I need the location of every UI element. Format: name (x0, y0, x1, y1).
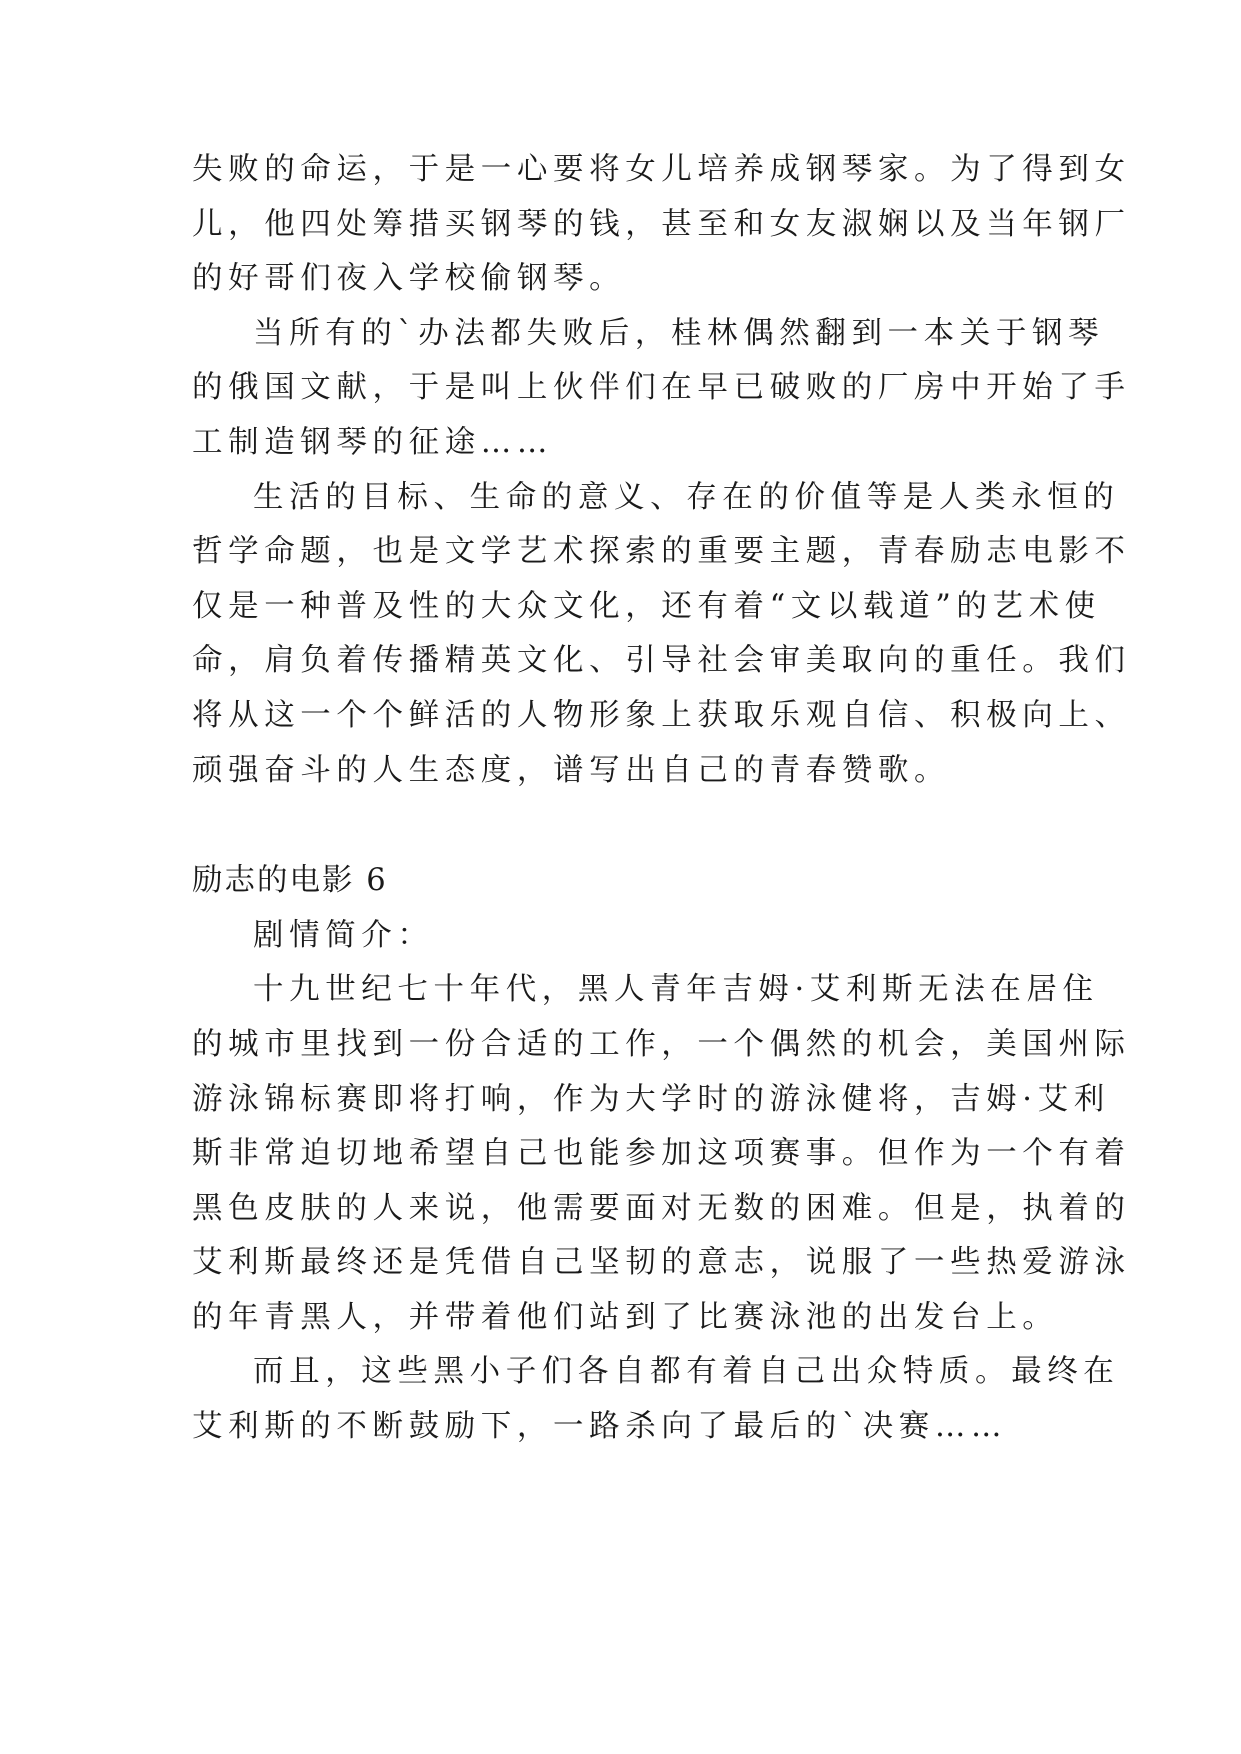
text-line: 当所有的`办法都失败后，桂林偶然翻到一本关于钢琴 (253, 315, 1105, 351)
paragraph-5 (192, 963, 1131, 1345)
text-line: 十九世纪七十年代，黑人青年吉姆·艾利斯无法在居住 (253, 972, 1099, 1008)
paragraph-1 (192, 143, 1131, 307)
text-line: 艾利斯最终还是凭借自己坚韧的意志，说服了一些热爱游泳 (192, 1245, 1131, 1281)
document-body (192, 143, 1131, 1455)
section-heading (192, 854, 1052, 909)
paragraph-2 (192, 307, 1131, 471)
text-line: 仅是一种普及性的大众文化，还有着“文以载道”的艺术使 (192, 588, 1101, 624)
text-line: 工制造钢琴的征途…… (192, 424, 553, 460)
text-line: 的城市里找到一份合适的工作，一个偶然的机会，美国州际 (192, 1026, 1131, 1062)
text-line: 顽强奋斗的人生态度，谱写出自己的青春赞歌。 (192, 752, 951, 788)
text-line: 黑色皮肤的人来说，他需要面对无数的困难。但是，执着的 (192, 1190, 1131, 1226)
text-line: 的好哥们夜入学校偷钢琴。 (192, 261, 626, 297)
paragraph-4 (192, 909, 1052, 964)
text-line: 生活的目标、生命的意义、存在的价值等是人类永恒的 (253, 479, 1120, 515)
text-line: 斯非常迫切地希望自己也能参加这项赛事。但作为一个有着 (192, 1136, 1131, 1172)
text-line: 将从这一个个鲜活的人物形象上获取乐观自信、积极向上、 (192, 697, 1131, 733)
paragraph-6 (192, 1345, 1120, 1454)
text-line: 失败的命运，于是一心要将女儿培养成钢琴家。为了得到女 (192, 152, 1131, 187)
text-line: 的年青黑人，并带着他们站到了比赛泳池的出发台上。 (192, 1299, 1059, 1335)
text-line: 哲学命题，也是文学艺术探索的重要主题，青春励志电影不 (192, 534, 1131, 570)
text-line: 剧情简介： (253, 917, 434, 953)
paragraph-3 (192, 471, 1131, 799)
text-line: 命，肩负着传播精英文化、引导社会审美取向的重任。我们 (192, 643, 1131, 679)
text-line: 的俄国文献，于是叫上伙伴们在早已破败的厂房中开始了手 (192, 370, 1131, 406)
text-line: 而且，这些黑小子们各自都有着自己出众特质。最终在 (253, 1354, 1120, 1390)
text-line: 儿，他四处筹措买钢琴的钱，甚至和女友淑娴以及当年钢厂 (192, 206, 1131, 242)
text-line: 艾利斯的不断鼓励下，一路杀向了最后的`决赛…… (192, 1409, 1008, 1445)
text-line: 游泳锦标赛即将打响，作为大学时的游泳健将，吉姆·艾利 (192, 1081, 1110, 1117)
section-heading-text: 励志的电影 6 (192, 863, 388, 899)
